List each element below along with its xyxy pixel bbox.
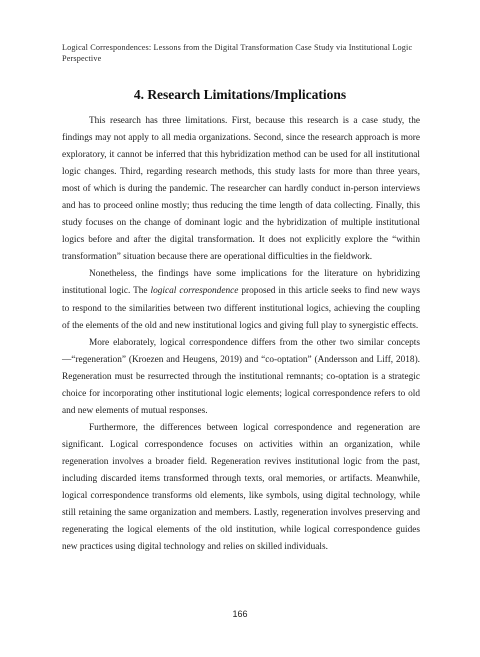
page-number: 166 (232, 609, 248, 619)
paragraph-concept-comparison (62, 335, 420, 420)
paragraph-limitations (62, 113, 420, 266)
paragraph-text: Furthermore, the differences between logical correspondence and regeneration are significant. Logical correspondence focuses on activities within an organization, while regeneration involves a broader field. Regeneration revives institutional logic from the past, including discarded items transformed through texts, oral memories, or artifacts. Meanwhile, logical correspondence transforms old elements, like symbols, using digital technology, while still retaining the same organization and members. Lastly, regeneration involves preserving and regenerating the logical elements of the old institution, while logical correspondence guides new practices using digital technology and relies on skilled individuals. (62, 422, 420, 553)
paragraph-text: Nonetheless, the findings have some implications for the literature on hybridizing institutional logic. The (62, 269, 420, 297)
section-title: 4. Research Limitations/Implications (133, 87, 347, 102)
body-text (62, 113, 420, 556)
running-head: Logical Correspondences: Lessons from the Digital Transformation Case Study via Institutional Logic Perspective (62, 43, 413, 63)
paragraph-text: This research has three limitations. First, because this research is a case study, the findings may not apply to all media organizations. Second, since the research approach is more exploratory, it cannot be inferred that this hybridization method can be used for all institutional logic changes. Third, regarding research methods, this study lasts for more than three years, most of which is during the pandemic. The researcher can hardly conduct in-person interviews and has to proceed online mostly; thus reducing the time length of data collecting. Finally, this study focuses on the change of dominant logic and the hybridization of multiple institutional logics before and after the digital transformation. It does not explicitly explore the “within transformation” situation because there are operational difficulties in the fieldwork. (62, 116, 420, 263)
italic-term: logical correspondence (150, 286, 239, 297)
paragraph-regeneration-differences (62, 420, 420, 556)
paragraph-implications (62, 266, 420, 334)
paragraph-text: More elaborately, logical correspondence differs from the other two similar concepts —“regeneration” (Kroezen and Heugens, 2019) and “co-optation” (Andersson and Liff, 2018). Regeneration must be resurrected through the institutional remnants; co-optation is a strategic choice for incorporating other institutional logic elements; logical correspondence refers to old and new elements of mutual responses. (62, 337, 420, 416)
paragraph-text: proposed in this article seeks to find new ways to respond to the similarities between two different institutional logics, achieving the coupling of the elements of the old and new institutional logics and giving full play to synergistic effects. (62, 286, 420, 331)
